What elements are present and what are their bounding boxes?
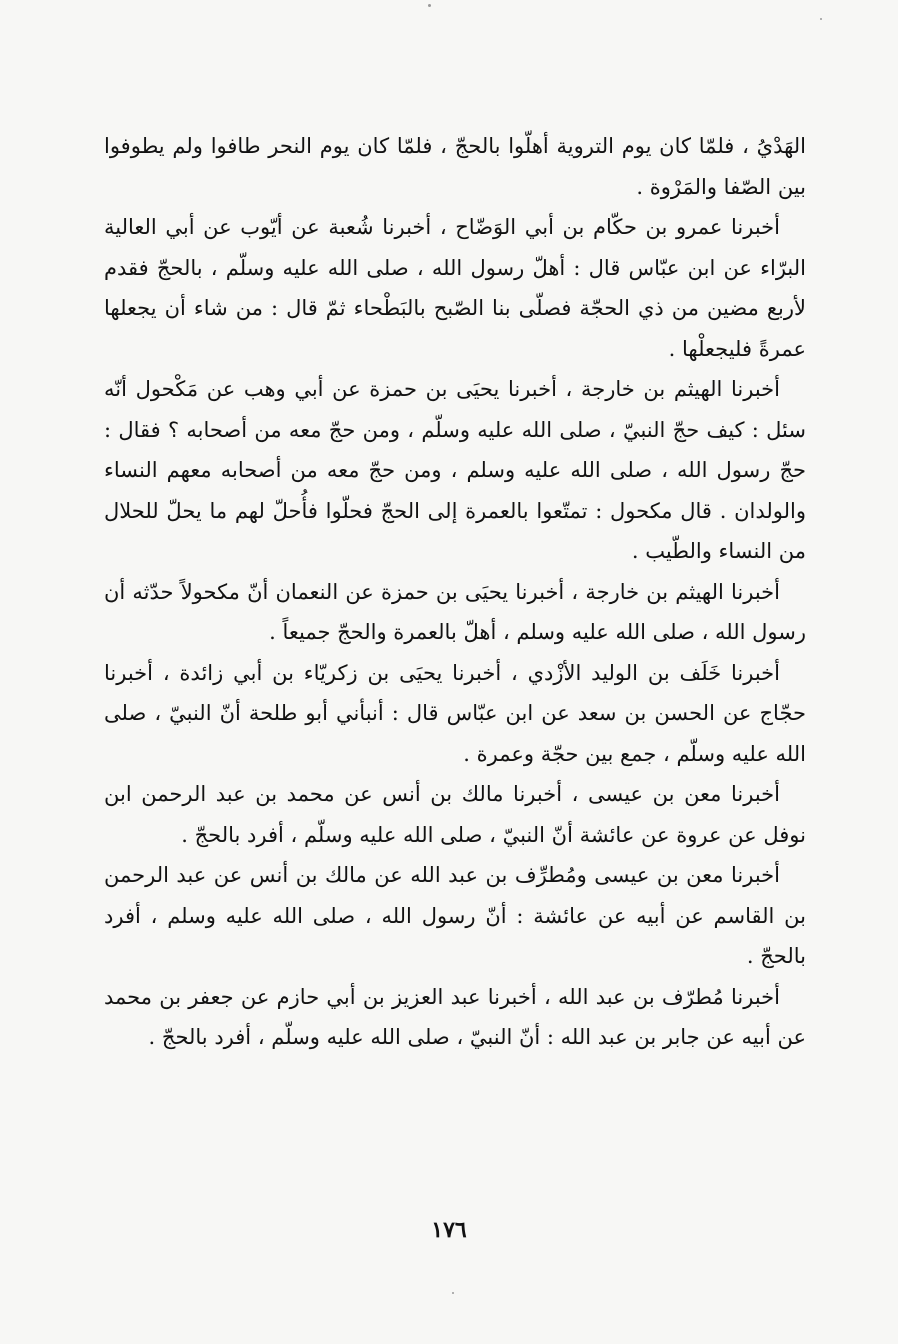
paragraph-hadith-khalaf: أخبرنا خَلَف بن الوليد الأزْدي ، أخبرنا يحيَى بن زكريّاء بن أبي زائدة ، أخبرنا حجّاج عن الحسن بن سعد عن ابن عبّاس قال : أنبأني أبو طلحة أنّ النبيّ ، صلى الله عليه وسلّم ، جمع بين حجّة وعمرة .: [104, 660, 806, 766]
paragraph-hadith-jabir: أخبرنا مُطرّف بن عبد الله ، أخبرنا عبد العزيز بن أبي حازم عن جعفر بن محمد عن أبيه عن جابر بن عبد الله : أنّ النبيّ ، صلى الله عليه وسلّم ، أفرد بالحجّ .: [104, 984, 806, 1049]
scan-speck: [820, 18, 822, 20]
paragraph-hadith-amr-ibn-hakkam: أخبرنا عمرو بن حكّام بن أبي الوَضّاح ، أخبرنا شُعبة عن أيّوب عن أبي العالية البرّاء عن ابن عبّاس قال : أهلّ رسول الله ، صلى الله عليه وسلّم ، بالحجّ فقدم لأربع مضين من ذي الحجّة فصلّى بنا الصّبح بالبَطْحاء ثمّ قال : من شاء أن يجعلها عمرةً فليجعلْها .: [104, 215, 806, 361]
body-text: [104, 126, 806, 1058]
page-number: ١٧٦: [431, 1217, 467, 1243]
paragraph-hadith-numan: أخبرنا الهيثم بن خارجة ، أخبرنا يحيَى بن حمزة عن النعمان أنّ مكحولاً حدّثه أن رسول الله ، صلى الله عليه وسلم ، أهلّ بالعمرة والحجّ جميعاً .: [104, 579, 806, 644]
paragraph-continuation: الهَدْيُ ، فلمّا كان يوم التروية أهلّوا بالحجّ ، فلمّا كان يوم النحر طافوا ولم يطوفوا بين الصّفا والمَرْوة .: [104, 134, 806, 199]
paragraph-hadith-maan-aisha: أخبرنا معن بن عيسى ، أخبرنا مالك بن أنس عن محمد بن عبد الرحمن ابن نوفل عن عروة عن عائشة أنّ النبيّ ، صلى الله عليه وسلّم ، أفرد بالحجّ .: [104, 782, 806, 847]
scan-speck: [428, 4, 431, 7]
paragraph-hadith-makhul: أخبرنا الهيثم بن خارجة ، أخبرنا يحيَى بن حمزة عن أبي وهب عن مَكْحول أنّه سئل : كيف حجّ النبيّ ، صلى الله عليه وسلّم ، ومن حجّ معه من أصحابه ؟ فقال : حجّ رسول الله ، صلى الله عليه وسلم ، ومن حجّ معه من أصحابه معهم النساء والولدان . قال مكحول : تمتّعوا بالعمرة إلى الحجّ فحلّوا فأُحلّ لهم ما يحلّ للحلال من النساء والطّيب .: [104, 377, 806, 563]
scan-speck: [452, 1292, 454, 1294]
paragraph-hadith-maan-mutarrif: أخبرنا معن بن عيسى ومُطرِّف بن عبد الله عن مالك بن أنس عن عبد الرحمن بن القاسم عن أبيه عن عائشة : أنّ رسول الله ، صلى الله عليه وسلم ، أفرد بالحجّ .: [104, 863, 806, 968]
